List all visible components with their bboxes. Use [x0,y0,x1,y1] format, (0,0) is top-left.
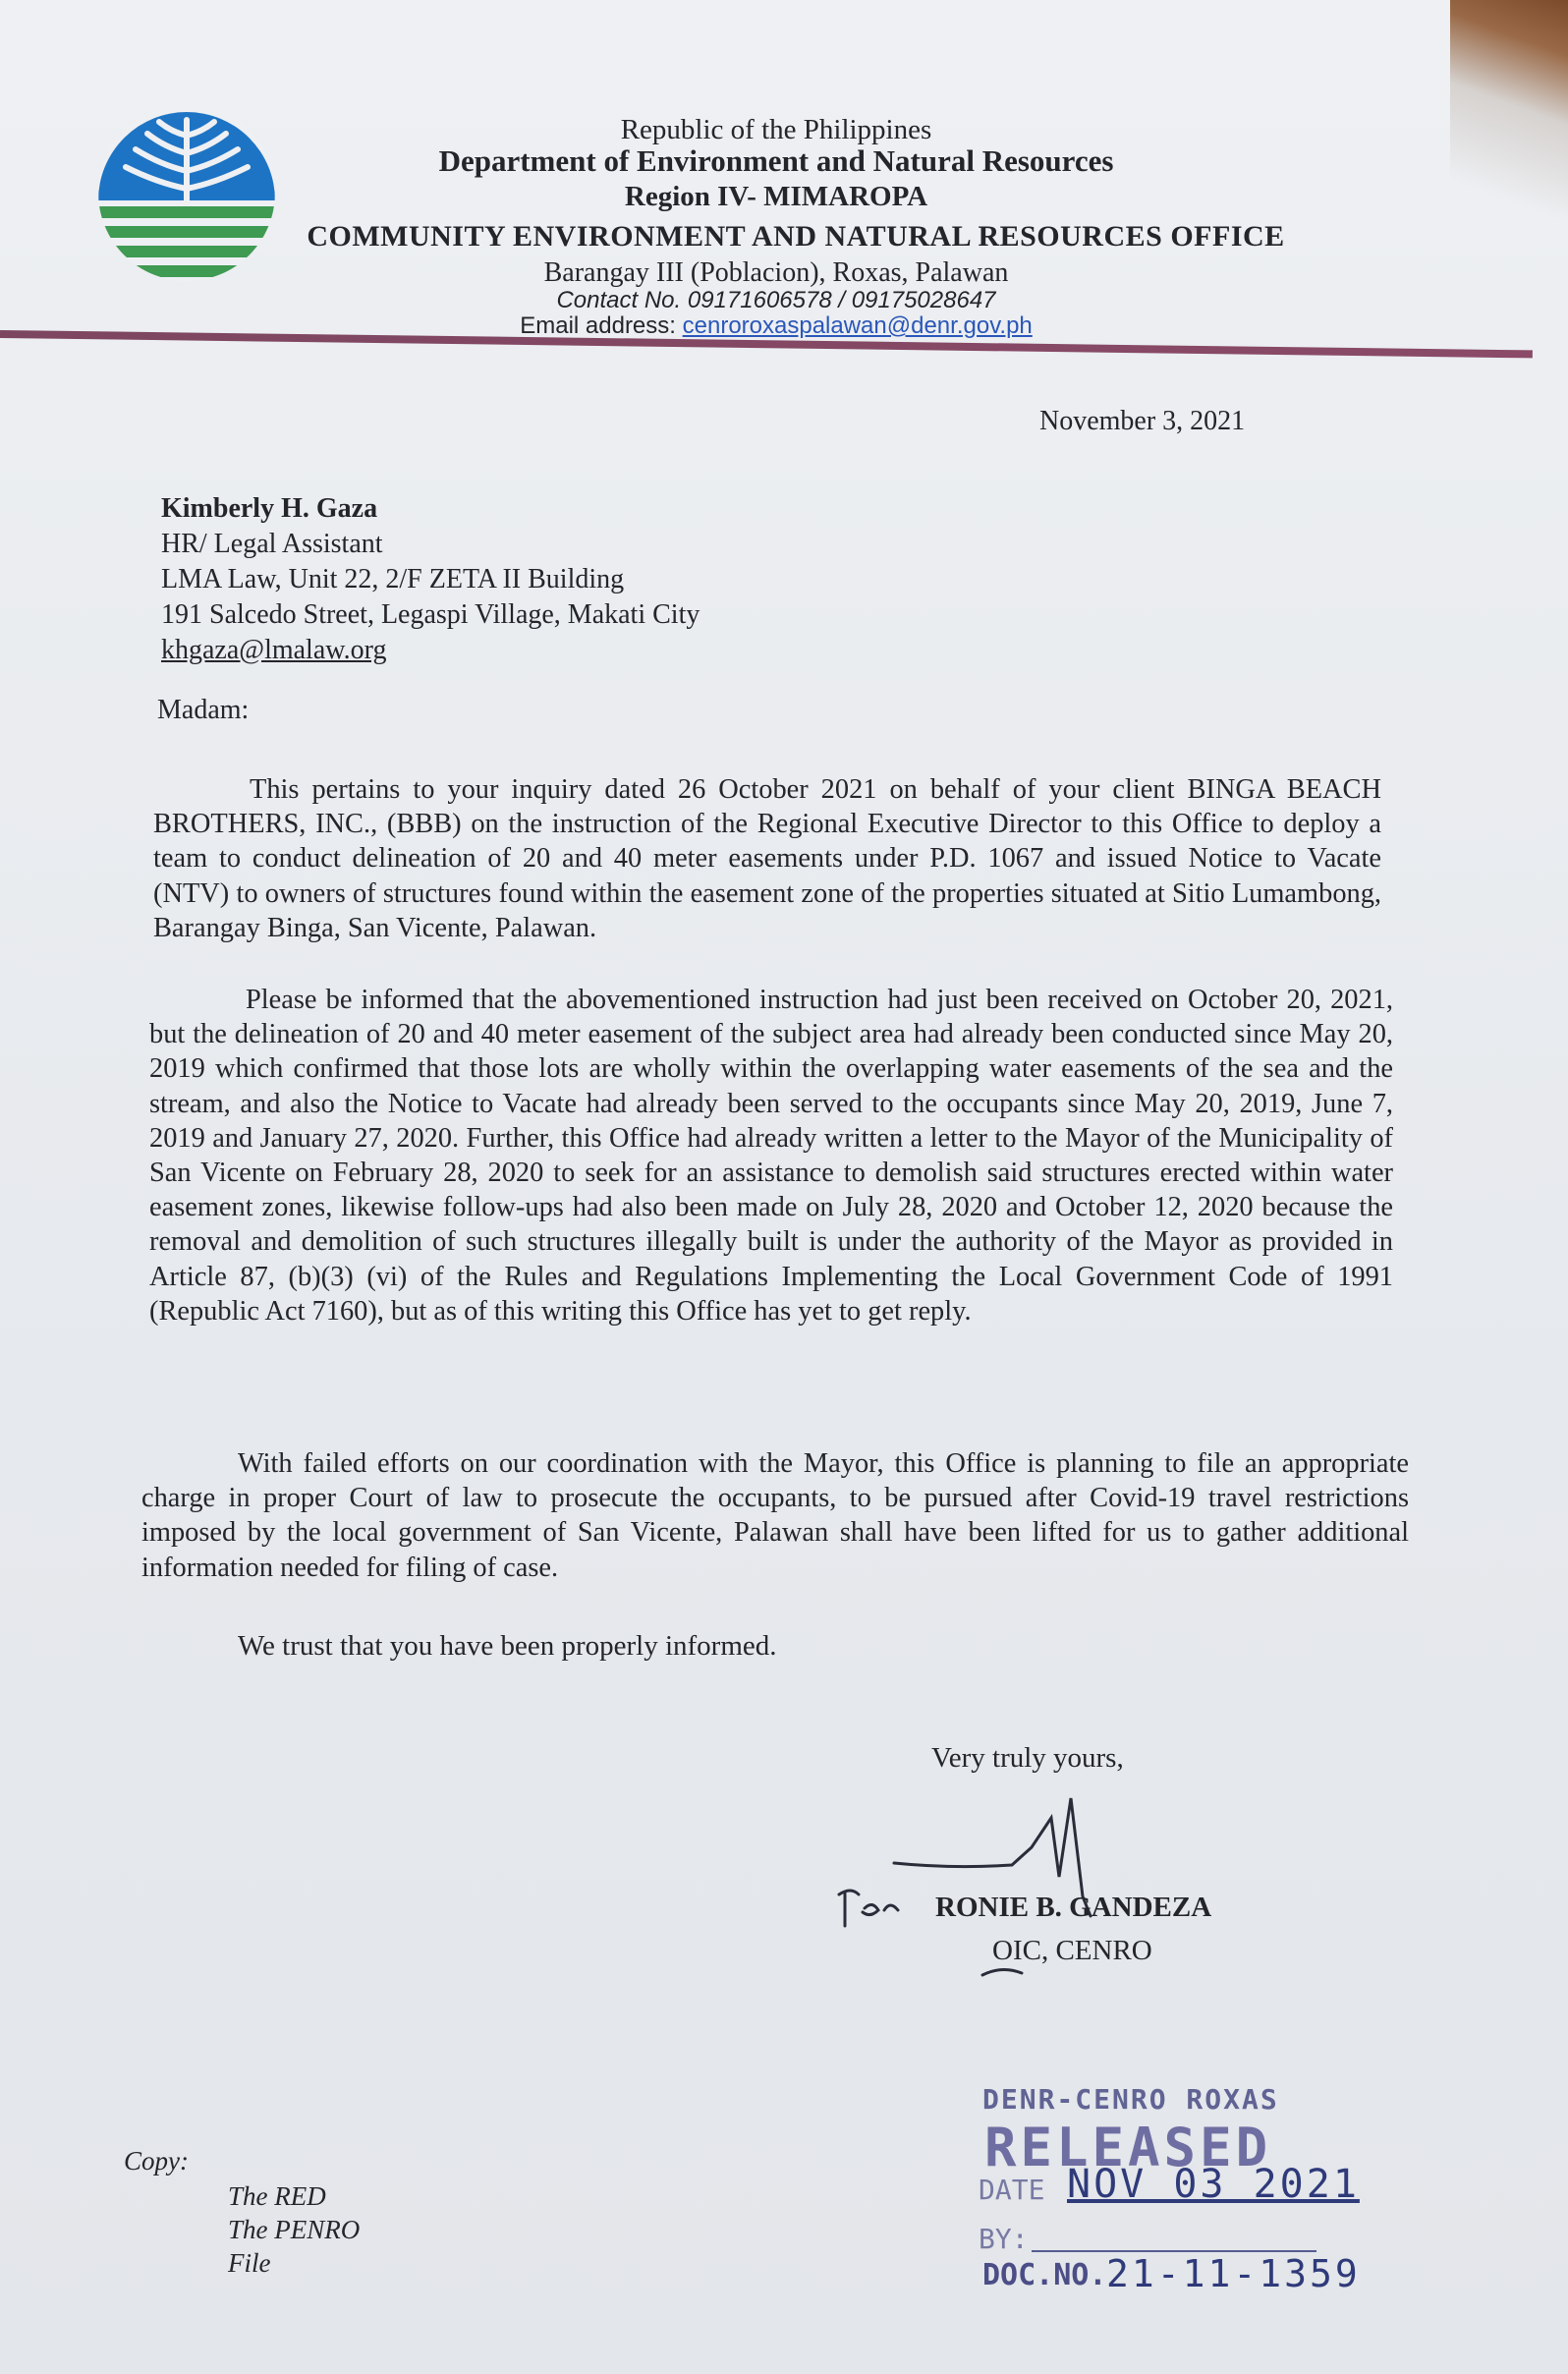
recipient-email-link[interactable]: khgaza@lmalaw.org [161,635,387,665]
recipient-address-line1: LMA Law, Unit 22, 2/F ZETA II Building [161,564,625,594]
denr-logo-icon [96,102,277,283]
copy-item-file: File [228,2248,271,2278]
copy-item-penro: The PENRO [228,2215,361,2244]
letterhead-address: Barangay III (Poblacion), Roxas, Palawan [543,257,1009,288]
stamp-status: RELEASED [984,2117,1272,2178]
recipient-address-line2: 191 Salcedo Street, Legaspi Village, Makati City [161,599,700,630]
recipient-block [161,491,700,668]
signer-title: OIC, CENRO [992,1935,1152,1966]
stamp-doc-number: 21-11-1359 [1106,2252,1361,2295]
salutation: Madam: [157,695,250,725]
stamp-date: NOV 03 2021 [1067,2162,1360,2207]
paragraph-3-text: With failed efforts on our coordination with the Mayor, this Office is planning to file an appropriate charge in proper Court of law to prosecute the occupants, to be pursued after Covid-19 travel restrictions imposed by the local government of San Vicente, Palawan shall have been lifted for us to gather additional information needed for filing of case. [141,1448,1409,1583]
letterhead-republic: Republic of the Philippines [620,114,932,145]
paragraph-3 [141,1446,1409,1585]
stamp-office: DENR-CENRO ROXAS [982,2083,1279,2116]
paragraph-1-text: This pertains to your inquiry dated 26 October 2021 on behalf of your client BINGA BEACH BROTHERS, INC., (BBB) on the instruction of the Regional Executive Director to this Office to deploy a team to conduct delineation of 20 and 40 meter easements under P.D. 1067 and issued Notice to Vacate (NTV) to owners of structures found within the easement zone of the properties situated at Sitio Lumambong, Barangay Binga, San Vicente, Palawan. [153,774,1381,943]
stamp-doc-label: DOC.NO. [982,2258,1107,2292]
paragraph-1 [153,772,1381,945]
paragraph-2 [149,983,1393,1328]
letterhead-region: Region IV- MIMAROPA [624,181,928,212]
copy-label: Copy: [124,2146,189,2176]
copy-item-red: The RED [228,2181,326,2211]
letterhead-contact: Contact No. 09171606578 / 09175028647 [556,287,996,313]
signer-name: RONIE B. GANDEZA [935,1892,1212,1923]
page-corner-shadow [1450,0,1568,236]
paragraph-4: We trust that you have been properly informed. [238,1630,777,1662]
closing: Very truly yours, [931,1742,1124,1774]
stamp-by-label: BY: [979,2223,1029,2255]
paragraph-2-text: Please be informed that the abovementioned instruction had just been received on October 20, 2021, but the delineation of 20 and 40 meter easement of the subject area had already been conducted since May 20, 2019 which confirmed that those lots are wholly within the overlapping water easements of the sea and the stream, and also the Notice to Vacate had already been served to the occupants since May 20, 2019, June 7, 2019 and January 27, 2020. Further, this Office had already written a letter to the Mayor of the Municipality of San Vicente on February 28, 2020 to seek for an assistance to demolish said structures erected within water easement zones, likewise follow-ups had also been made on July 28, 2020 and October 12, 2020 because the removal and demolition of such structures illegally built is under the authority of the Mayor as provided in Article 87, (b)(3) (vi) of the Rules and Regulations Implementing the Local Government Code of 1991 (Republic Act 7160), but as of this writing this Office has yet to get reply. [149,985,1393,1327]
stamp-date-label: DATE [979,2174,1045,2206]
office-email-link[interactable]: cenroroxaspalawan@denr.gov.ph [682,312,1033,339]
letterhead-department: Department of Environment and Natural Resources [438,143,1114,178]
letter-date: November 3, 2021 [1039,406,1246,436]
recipient-name: Kimberly H. Gaza [161,493,378,524]
email-label: Email address: [520,312,683,339]
letterhead-office: COMMUNITY ENVIRONMENT AND NATURAL RESOURCES OFFICE [307,220,1285,253]
recipient-title: HR/ Legal Assistant [161,529,383,559]
